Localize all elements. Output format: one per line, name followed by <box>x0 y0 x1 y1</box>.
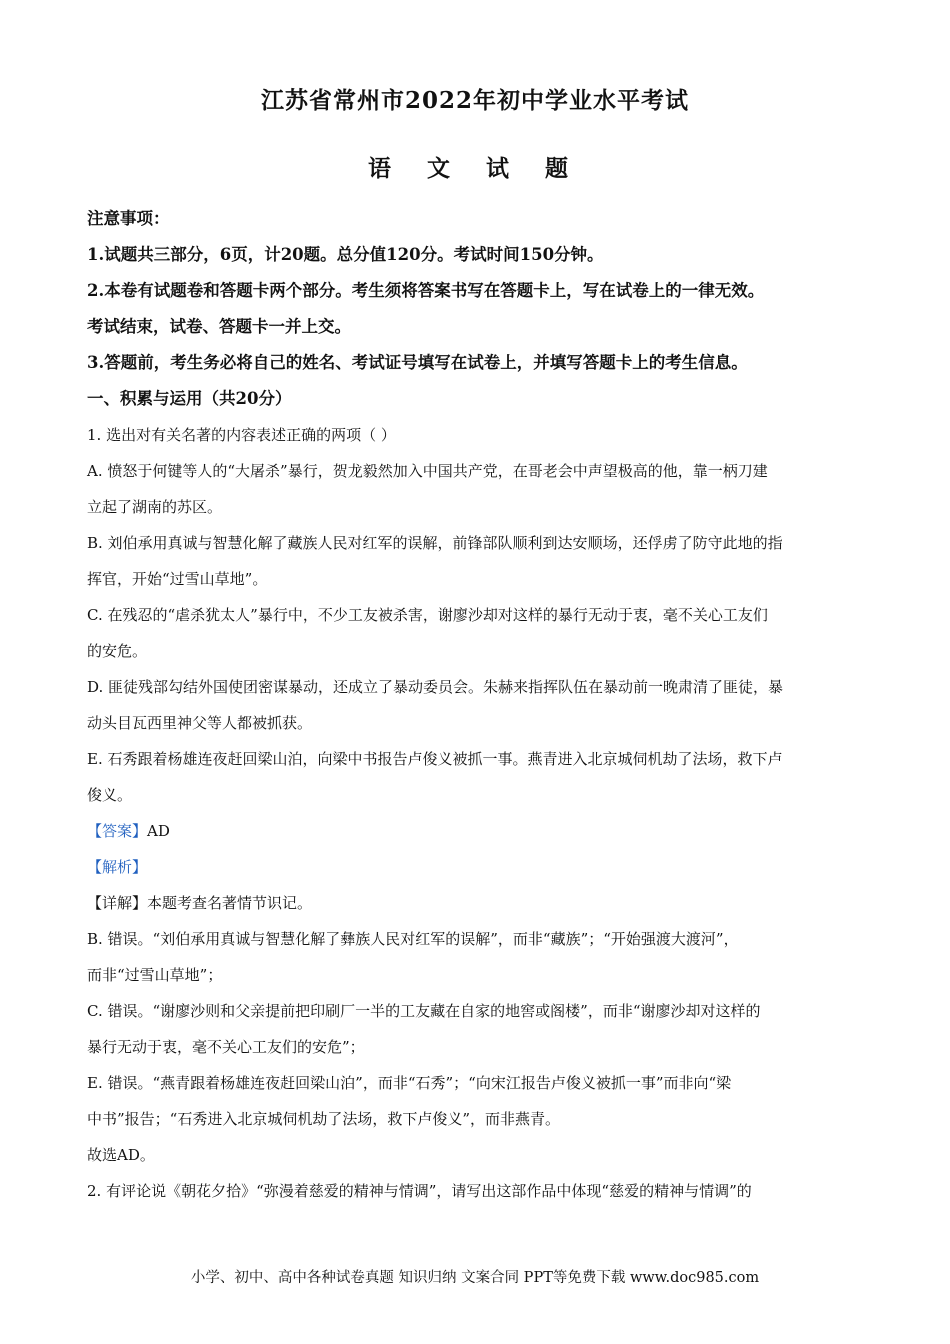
explanation-line: 中书”报告；“石秀进入北京城伺机劫了法场，救下卢俊义”，而非燕青。 <box>87 1110 561 1128</box>
footer-text: 小学、初中、高中各种试卷真题 知识归纳 文案合同 PPT等免费下载 www.doc985.com <box>190 1270 760 1286</box>
notice-item: 3.答题前，考生务必将自己的姓名、考试证号填写在试卷上，并填写答题卡上的考生信息。 <box>87 353 748 372</box>
explanation-line: C. 错误。“谢廖沙则和父亲提前把印刷厂一半的工友藏在自家的地窖或阁楼”，而非“谢廖沙却对这样的 <box>87 1002 761 1020</box>
detail-text: 本题考查名著情节识记。 <box>147 894 313 912</box>
detail-line <box>87 885 863 921</box>
notice-item: 2.本卷有试题卷和答题卡两个部分。考生须将答案书写在答题卡上，写在试卷上的一律无效。 <box>87 281 765 300</box>
exam-title: 江苏省常州市2022年初中学业水平考试 <box>260 87 689 114</box>
option-line: C. 在残忍的“虐杀犹太人”暴行中，不少工友被杀害，谢廖沙却对这样的暴行无动于衷，毫不关心工友们 <box>87 606 768 624</box>
option-line: 动头目瓦西里神父等人都被抓获。 <box>87 714 313 732</box>
detail-tag: 【详解】 <box>87 894 148 912</box>
explanation-line: 暴行无动于衷，毫不关心工友们的安危”； <box>87 1038 365 1056</box>
section-heading: 一、积累与运用（共20分） <box>87 389 292 408</box>
option-line: D. 匪徒残部勾结外国使团密谋暴动，还成立了暴动委员会。朱赫来指挥队伍在暴动前一晚肃清了匪徒，暴 <box>87 678 784 696</box>
option-line: B. 刘伯承用真诚与智慧化解了藏族人民对红军的误解，前锋部队顺利到达安顺场，还俘虏了防守此地的指 <box>87 534 783 552</box>
explanation-line: E. 错误。“燕青跟着杨雄连夜赶回梁山泊”，而非“石秀”；“向宋江报告卢俊义被抓一事”而非向“梁 <box>87 1074 732 1092</box>
question-stem: 2. 有评论说《朝花夕拾》“弥漫着慈爱的精神与情调”，请写出这部作品中体现“慈爱的精神与情调”的 <box>87 1182 752 1200</box>
analysis-tag: 【解析】 <box>87 858 148 876</box>
exam-subtitle: 语 文 试 题 <box>367 155 583 182</box>
option-line: A. 愤怒于何键等人的“大屠杀”暴行，贺龙毅然加入中国共产党，在哥老会中声望极高的他，靠一柄刀建 <box>87 462 768 480</box>
explanation-line: B. 错误。“刘伯承用真诚与智慧化解了彝族人民对红军的误解”，而非“藏族”；“开始强渡大渡河”， <box>87 930 739 948</box>
document-body <box>87 201 863 1209</box>
answer-value: AD <box>147 822 170 840</box>
notice-heading: 注意事项： <box>87 209 170 228</box>
explanation-line: 故选AD。 <box>87 1146 155 1164</box>
analysis-line <box>87 849 863 885</box>
option-line: 俊义。 <box>87 786 133 804</box>
answer-line <box>87 813 863 849</box>
option-line: 挥官，开始“过雪山草地”。 <box>87 570 268 588</box>
option-line: E. 石秀跟着杨雄连夜赶回梁山泊，向梁中书报告卢俊义被抓一事。燕青进入北京城伺机劫了法场，救下卢 <box>87 750 783 768</box>
question-stem: 1. 选出对有关名著的内容表述正确的两项（ ） <box>87 426 396 444</box>
explanation-line: 而非“过雪山草地”； <box>87 966 223 984</box>
option-line: 的安危。 <box>87 642 148 660</box>
notice-item: 1.试题共三部分，6页，计20题。总分值120分。考试时间150分钟。 <box>87 245 604 264</box>
notice-item: 考试结束，试卷、答题卡一并上交。 <box>87 317 351 336</box>
option-line: 立起了湖南的苏区。 <box>87 498 223 516</box>
answer-tag: 【答案】 <box>87 822 148 840</box>
